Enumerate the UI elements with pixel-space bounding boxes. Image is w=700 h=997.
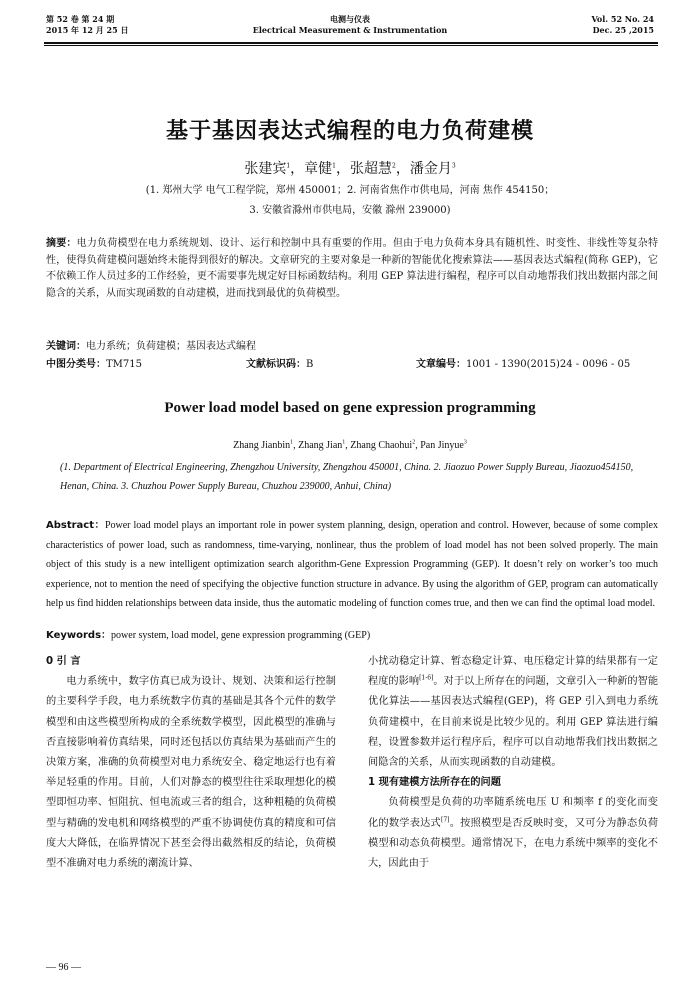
author-name: ，潘金月 xyxy=(395,161,452,177)
body-text: 。对于以上所存在的问题，文章引入一种新的智能优化算法——基因表达式编程(GEP)，将 GEP 引入到电力系统负荷建模中，在目前来说是比较少见的。利用 GEP 算法进行编程，设置参数并运行程序后，程序可以自动地帮我们找出数据之间隐含的关系，从而实现函数的自动建模。 xyxy=(368,676,659,769)
body-paragraph: 电力系统中，数字仿真已成为设计、规划、决策和运行控制的主要科学手段，电力系统数字仿真的基础是其各个元件的数学模型和由这些模型所构成的全系统数学模型，因此模型的准确与否直接影响着仿真结果，同时还包括以仿真结果为基础而产生的决策方案，准确的负荷模型对电力系统安全、稳定地运行也有着举足轻重的作用。目前，人们对静态的模型往往采取理想化的模型即恒功率、恒阻抗、恒电流或三者的组合，这种粗糙的负荷模型与精确的发电机和网络模型的严重不协调使仿真的精度和可信度大大降低，在临界情况下甚至会得出截然相反的结论，负荷模型不准确对电力系统的潮流计算、 xyxy=(46,676,336,870)
affiliation-mark: 1 xyxy=(332,162,336,170)
abstract-label-en: Abstract： xyxy=(46,520,105,531)
article-number-label: 文章编号： xyxy=(416,359,466,370)
keywords-text-en: power system, load model, gene expression programming (GEP) xyxy=(111,630,371,641)
abstract-text-en: Power load model plays an important role in power system planning, design, operation and control. However, because of some complex characteristics of power load, such as randomness, time-varying, nonlinear, thus the problem of load model has not been solved properly. The main object of this study is a new intelligent optimization search algorithm-Gene Expression Programming (GEP). It doesn’t rely on worker’s too much experience, not to mention the need of specifying the objective function structure in advance. By using the algorithm of GEP, program can automatically help us find hidden relationships between data inside, thus the automatic modeling of function comes true, and then we can find the optimal load model. xyxy=(46,520,658,609)
document-code xyxy=(246,358,313,372)
author-list-en xyxy=(0,440,700,451)
author-name: Zhang Jianbin xyxy=(233,440,291,451)
affiliation-line-cn: 3. 安徽省滁州市供电局，安徽 滁州 239000) xyxy=(249,205,451,216)
journal-name-en: Electrical Measurement & Instrumentation xyxy=(252,25,448,35)
body-column-left xyxy=(46,652,336,874)
clc-label: 中图分类号： xyxy=(46,359,106,370)
clc-number xyxy=(46,358,142,372)
body-column-right xyxy=(368,652,658,874)
document-code-label: 文献标识码： xyxy=(246,359,306,370)
running-header-right xyxy=(591,14,654,36)
author-name: , Zhang Chaohui xyxy=(345,440,413,451)
author-name: 张建宾 xyxy=(244,161,287,177)
affiliations-en: (1. Department of Electrical Engineering, Zhengzhou University, Zhengzhou 450001, China. 2. Jiaozuo Power Supply Bureau, Jiaozuo454150, Henan, China. 3. Chuzhou Power Supply Bureau, Chuzhou 239000, Anhui, China) xyxy=(60,462,634,492)
body-paragraph xyxy=(368,793,658,874)
keywords-label-cn: 关键词： xyxy=(46,341,86,352)
section-heading: 1 现有建模方法所存在的问题 xyxy=(368,777,501,789)
affiliation-mark: 2 xyxy=(412,439,416,446)
abstract-cn xyxy=(46,236,658,302)
publication-date-en: Dec. 25 ,2015 xyxy=(592,25,654,35)
affiliation-mark: 3 xyxy=(451,162,456,170)
keywords-cn xyxy=(46,340,256,354)
keywords-en xyxy=(46,629,370,643)
body-paragraph xyxy=(368,652,658,773)
paper-title-cn: 基于基因表达式编程的电力负荷建模 xyxy=(165,119,534,144)
body-text: 小扰动稳定计算、暂态稳定计算、电压稳定计算的结果都有一定程度的影响 xyxy=(368,656,658,688)
body-text: 负荷模型是负荷的功率随系统电压 U 和频率 f 的变化而变化的数学表达式 xyxy=(368,797,658,829)
abstract-text-cn: 电力负荷模型在电力系统规划、设计、运行和控制中具有重要的作用。但由于电力负荷本身具有随机性、时变性、非线性等复杂特性，使得负荷建模问题始终未能得到很好的解决。文章研究的主要对象是一种新的智能优化搜索算法——基因表达式编程(简称 GEP)，它不依赖工作人员过多的工作经验，更不需要事先规定好目标函数结构。利用 GEP 算法进行编程，程序可以自动地帮我们找出数据内部之间隐含的关系，从而实现函数的自动建模，进而找到最优的负荷模型。 xyxy=(46,238,659,299)
volume-issue: 第 52 卷 第 24 期 xyxy=(46,14,115,24)
keywords-text-cn: 电力系统；负荷建模；基因表达式编程 xyxy=(86,341,256,352)
volume-issue-en: Vol. 52 No. 24 xyxy=(591,14,654,24)
author-name: , Zhang Jian xyxy=(293,440,343,451)
paper-title-en: Power load model based on gene expression programming xyxy=(164,400,536,416)
affiliation-mark: 1 xyxy=(342,439,346,446)
body-text: 。按照模型是否反映时变，又可分为静态负荷模型和动态负荷模型。通常情况下，在电力系统中频率的变化不大，因此由于 xyxy=(368,817,659,870)
keywords-label-en: Keywords： xyxy=(46,630,112,641)
header-rule-thin xyxy=(44,45,658,46)
affiliation-mark: 1 xyxy=(286,162,291,170)
journal-name-cn: 电测与仪表 xyxy=(330,14,370,24)
article-number-value: 1001 - 1390(2015)24 - 0096 - 05 xyxy=(466,359,631,370)
abstract-label-cn: 摘要： xyxy=(46,238,77,249)
header-rule-thick xyxy=(44,42,658,44)
affiliation-mark: 2 xyxy=(392,162,396,170)
page-number: — 96 — xyxy=(46,962,81,973)
clc-value: TM715 xyxy=(106,359,142,370)
abstract-en xyxy=(46,516,658,614)
affiliation-line-cn: (1. 郑州大学 电气工程学院，郑州 450001；2. 河南省焦作市供电局，河南 焦作 454150； xyxy=(145,185,555,196)
document-code-value: B xyxy=(306,359,314,370)
author-name: ，章健 xyxy=(290,161,333,177)
affiliation-mark: 1 xyxy=(290,439,294,446)
publication-date: 2015 年 12 月 25 日 xyxy=(46,25,129,35)
citation: [7] xyxy=(440,816,450,824)
author-name: ，张超慧 xyxy=(336,161,392,177)
author-list-cn xyxy=(0,158,700,178)
section-heading: 0 引 言 xyxy=(46,656,81,667)
author-name: , Pan Jinyue xyxy=(415,440,464,451)
article-number xyxy=(416,358,630,372)
affiliation-mark: 3 xyxy=(463,439,467,446)
citation: [1-6] xyxy=(419,674,434,682)
